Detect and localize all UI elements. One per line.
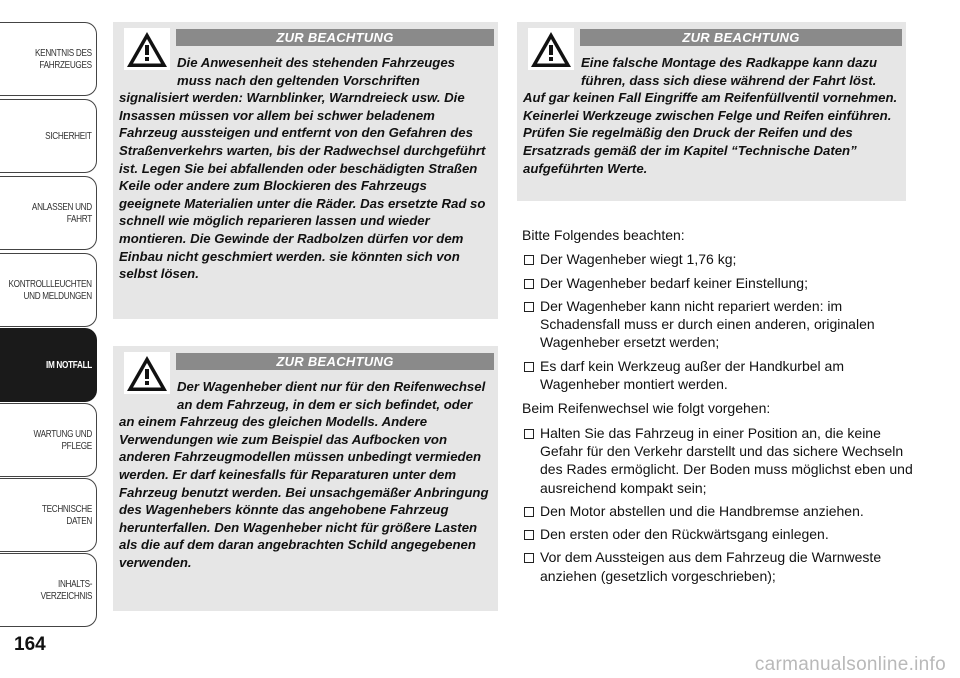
list-item: Der Wagenheber kann nicht repariert werden: im Schadensfall muss er durch einen anderen, originalen Wagenheber ersetzt werden; — [522, 297, 922, 352]
procedure-intro: Beim Reifenwechsel wie folgt vorgehen: — [522, 400, 771, 417]
warning-box-1 — [113, 22, 498, 319]
tab-im-notfall[interactable]: IM NOTFALL — [0, 328, 97, 402]
warning-text: Eine falsche Montage des Radkappe kann dazu führen, dass sich diese während der Fahrt löst. Auf gar keinen Fall Eingriffe am Reifenfüllventil vornehmen. Keinerlei Werkzeuge zwischen Felge und Reifen einführen. Prüfen Sie regelmäßig den Druck der Reifen und des Ersatzrads gemäß der im Kapitel “Technische Daten” aufgeführten Werte. — [523, 55, 898, 176]
intro-paragraph: Bitte Folgendes beachten: — [522, 227, 685, 243]
tab-kenntnis-des-fahrzeuges[interactable]: KENNTNIS DES FAHRZEUGES — [0, 22, 97, 96]
warning-box-2 — [113, 346, 498, 611]
checkbox-bullet-icon — [524, 530, 534, 540]
list-item: Den ersten oder den Rückwärtsgang einlegen. — [522, 525, 922, 543]
warning-text: Die Anwesenheit des stehenden Fahrzeuges muss nach den geltenden Vorschriften signalisiert werden: Warnblinker, Warndreieck usw. Die Insassen müssen vor allem bei schwer beladenem Fahrzeug aussteigen und entfernt von den Gefahren des Straßenverkehrs warten, bis der Radwechsel durchgeführt ist. Legen Sie bei abfallenden oder beschädigten Straßen Keile oder andere zum Blockieren des Fahrzeugs geeignete Materialien unter die Räder. Das ersetzte Rad so schnell wie möglich reparieren lassen und wieder montieren. Die Gewinde der Radbolzen dürfen vor dem Einbau nicht geschmiert werden. sie könnten sich von selbst lösen. — [119, 55, 486, 282]
checkbox-bullet-icon — [524, 302, 534, 312]
tab-anlassen-und-fahrt[interactable]: ANLASSEN UND FAHRT — [0, 176, 97, 250]
tab-inhaltsverzeichnis[interactable]: INHALTS- VERZEICHNIS — [0, 553, 97, 627]
body-text — [522, 226, 922, 591]
tab-sicherheit[interactable]: SICHERHEIT — [0, 99, 97, 173]
checkbox-bullet-icon — [524, 553, 534, 563]
warning-box-3 — [517, 22, 906, 201]
warning-header: ZUR BEACHTUNG — [176, 29, 494, 46]
warning-header: ZUR BEACHTUNG — [176, 353, 494, 370]
page-number: 164 — [14, 634, 46, 655]
checkbox-bullet-icon — [524, 507, 534, 517]
checkbox-bullet-icon — [524, 362, 534, 372]
tab-kontrollleuchten[interactable]: KONTROLLLEUCHTEN UND MELDUNGEN — [0, 253, 97, 327]
tab-technische-daten[interactable]: TECHNISCHE DATEN — [0, 478, 97, 552]
warning-text: Der Wagenheber dient nur für den Reifenwechsel an dem Fahrzeug, in dem er sich befindet, oder an einem Fahrzeug des gleichen Modells. Andere Verwendungen wie zum Beispiel das Aufbocken von anderen Fahrzeugmodellen müssen unbedingt vermieden werden. Er darf keinesfalls für Reparaturen unter dem Fahrzeug benutzt werden. Bei unsachgemäßer Anbringung des Wagenhebers könnte das angehobene Fahrzeug herunterfallen. Den Wagenheber nicht für größere Lasten als die auf dem daran angebrachten Schild angegebenen verwenden. — [119, 379, 489, 570]
list-item: Vor dem Aussteigen aus dem Fahrzeug die Warnweste anziehen (gesetzlich vorgeschrieben); — [522, 548, 922, 585]
bullet-list-2 — [522, 424, 922, 585]
bullet-list-1 — [522, 250, 922, 393]
list-item: Halten Sie das Fahrzeug in einer Position an, die keine Gefahr für den Verkehr darstellt und das sichere Wechseln des Rades ermöglicht. Der Boden muss möglichst eben und ausreichend kompakt sein; — [522, 424, 922, 497]
checkbox-bullet-icon — [524, 255, 534, 265]
list-item: Es darf kein Werkzeug außer der Handkurbel am Wagenheber montiert werden. — [522, 357, 922, 394]
list-item: Der Wagenheber bedarf keiner Einstellung; — [522, 274, 922, 292]
watermark: carmanualsonline.info — [754, 654, 946, 675]
tab-wartung-und-pflege[interactable]: WARTUNG UND PFLEGE — [0, 403, 97, 477]
warning-header: ZUR BEACHTUNG — [580, 29, 902, 46]
checkbox-bullet-icon — [524, 429, 534, 439]
list-item: Den Motor abstellen und die Handbremse anziehen. — [522, 502, 922, 520]
list-item: Der Wagenheber wiegt 1,76 kg; — [522, 250, 922, 268]
checkbox-bullet-icon — [524, 279, 534, 289]
